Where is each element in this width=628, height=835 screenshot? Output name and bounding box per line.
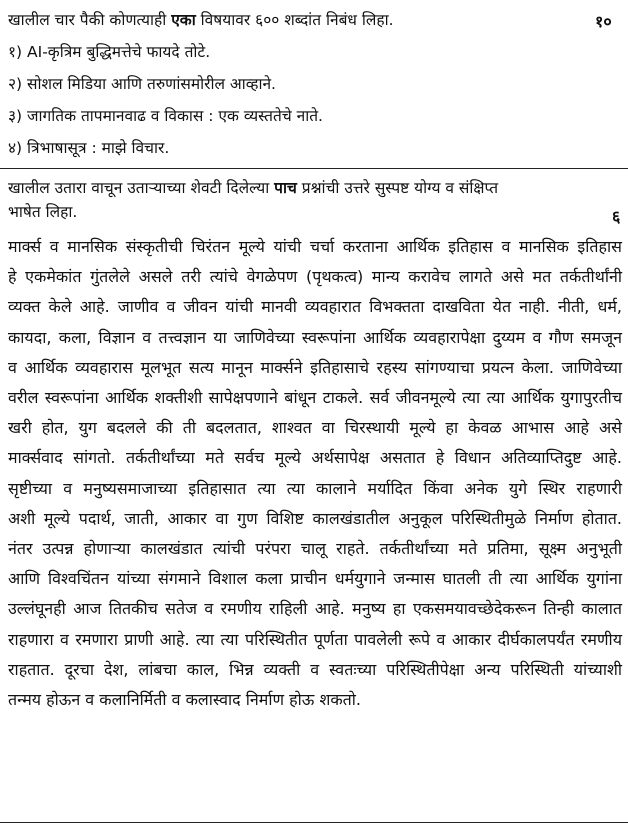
comprehension-instruction [8,176,498,198]
passage-line-last: तन्मय होऊन व कलानिर्मिती व कलास्वाद निर्माण होऊ शकतो. [8,690,361,710]
passage-line: उल्लंघूनही आज तितकीच सतेज व रमणीय राहिली आहे. मनुष्य हा एकसमयावच्छेदेकरून तिन्ही कालात [8,599,622,619]
passage-line: राहतात. दूरचा देश, लांबचा काल, भिन्न व्यक्ती व स्वतःच्या परिस्थितीपेक्षा अन्य परिस्थिती यांच्याशी [8,659,622,679]
essay-marks: १० [595,12,612,31]
bottom-divider [0,822,628,823]
comprehension-instruction-line2: भाषेत लिहा. [8,203,78,221]
passage-line: वरील स्वरूपांना आर्थिक शक्तीशी सापेक्षपणाने बांधून टाकले. सर्व जीवनमूल्ये त्या त्या आर्थिक युगापुरतीच [8,388,622,408]
passage-line: व्यक्त केले आहे. जाणीव व जीवन यांची मानवी व्यवहारात विभक्तता दाखविता येत नाही. नीती, धर्म, [8,297,622,317]
passage-line: मार्क्सवाद सांगतो. तर्कतीर्थांच्या मते सर्वच मूल्ये अर्थसापेक्ष असतात हे विधान अतिव्याप्तिदुष्ट आहे. [8,448,622,468]
essay-instruction-text: खालील चार पैकी कोणत्याही [8,11,172,29]
comprehension-instruction-emphasis: पाच [274,179,297,197]
passage-line: कायदा, कला, विज्ञान व तत्त्वज्ञान या जाणिवेच्या स्वरूपांना आर्थिक व्यवहारापेक्षा दुय्यम व गौण समजून [8,327,622,347]
passage-line: नंतर उत्पन्न होणाऱ्या कालखंडात त्यांची परंपरा चालू राहते. तर्कतीर्थांच्या मते प्रतिमा, सूक्ष्म अनुभूती [8,539,622,559]
essay-instruction [8,8,394,30]
passage-line: व आर्थिक व्यवहारास मूलभूत सत्य मानून मार्क्सने इतिहासाचे रहस्य सांगण्याचा प्रयत्न केला. जाणिवेच्या [8,357,622,377]
comprehension-marks: ६ [612,207,621,226]
comprehension-instruction-text: खालील उतारा वाचून उताऱ्याच्या शेवटी दिलेल्या [8,179,275,197]
passage-line: हे एकमेकांत गुंतलेले असले तरी त्यांचे वेगळेपण (पृथकत्व) मान्य करावेच लागते असे मत तर्कतीर्थांनी [8,267,622,287]
passage-line: खरी होत, युग बदलले की ती बदलतात, शाश्वत वा चिरस्थायी मूल्ये हा केवळ आभास आहे असे [8,418,622,438]
essay-option-3: ३) जागतिक तापमानवाढ व विकास : एक व्यस्ततेचे नाते. [8,107,323,125]
passage-line: आणि विश्वचिंतन यांच्या संगमाने विशाल कला प्राचीन धर्मयुगाने जन्मास घातली ती त्या आर्थिक युगांना [8,569,622,589]
essay-instruction-emphasis: एका [171,11,196,29]
essay-instruction-text-end: विषयावर ६०० शब्दांत निबंध लिहा. [195,11,394,29]
essay-option-4: ४) त्रिभाषासूत्र : माझे विचार. [8,139,170,157]
passage-line: मार्क्स व मानसिक संस्कृतीची चिरंतन मूल्ये यांची चर्चा करताना आर्थिक इतिहास व मानसिक इतिहास [8,237,622,256]
essay-option-1: १) AI-कृत्रिम बुद्धिमत्तेचे फायदे तोटे. [8,43,211,61]
essay-option-2: २) सोशल मिडिया आणि तरुणांसमोरील आव्हाने. [8,75,276,93]
comprehension-instruction-text-end: प्रश्नांची उत्तरे सुस्पष्ट योग्य व संक्षिप्त [296,179,499,197]
passage-line: सृष्टीच्या व मनुष्यसमाजाच्या इतिहासात त्या त्या कालाने मर्यादित किंवा अनेक युगे स्थिर राहणारी [8,478,622,498]
passage [8,232,622,715]
section-divider [0,168,628,169]
passage-line: राहणारा व रमणारा प्राणी आहे. त्या त्या परिस्थितीत पूर्णता पावलेली रूपे व आकार दीर्घकालपर्यंत रमणीय [8,629,622,649]
passage-line: अशी मूल्ये पदार्थ, जाती, आकार वा गुण विशिष्ट कालखंडातील अनुकूल परिस्थितीमुळे निर्माण होतात. [8,508,622,528]
